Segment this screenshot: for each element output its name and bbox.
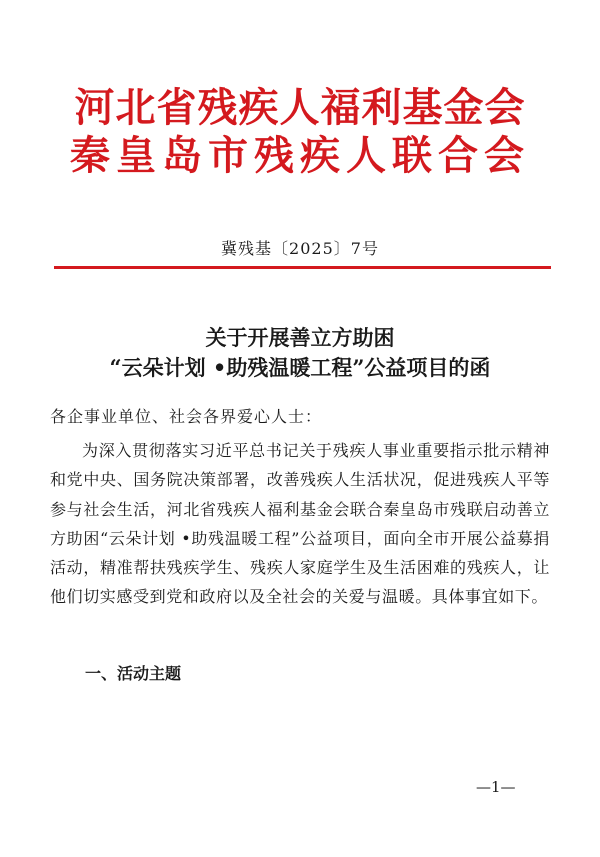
section-heading: 一、活动主题 [85, 664, 182, 683]
document-title-line-2: “云朵计划 •助残温暖工程”公益项目的函 [109, 355, 491, 380]
issuer-line-1: 河北省残疾人福利基金会 [74, 85, 526, 131]
body-paragraph: 为深入贯彻落实习近平总书记关于残疾人事业重要指示批示精神和党中央、国务院决策部署，改善残疾人生活状况，促进残疾人平等参与社会生活，河北省残疾人福利基金会联合秦皇岛市残联启动善立方助困“云朵计划 •助残温暖工程”公益项目，面向全市开展公益募捐活动，精准帮扶残疾学生、残疾人家庭学生及生活困难的残疾人，让他们切实感受到党和政府以及全社会的关爱与温暖。具体事宜如下。 [50, 441, 550, 607]
salutation: 各企事业单位、社会各界爱心人士： [50, 407, 323, 426]
document-title-line-1: 关于开展善立方助困 [205, 325, 395, 350]
document-number: 冀残基〔2025〕7号 [221, 239, 379, 258]
issuer-line-2: 秦皇岛市残疾人联合会 [70, 133, 530, 179]
page-number: —1— [476, 778, 516, 796]
red-divider [54, 266, 551, 269]
